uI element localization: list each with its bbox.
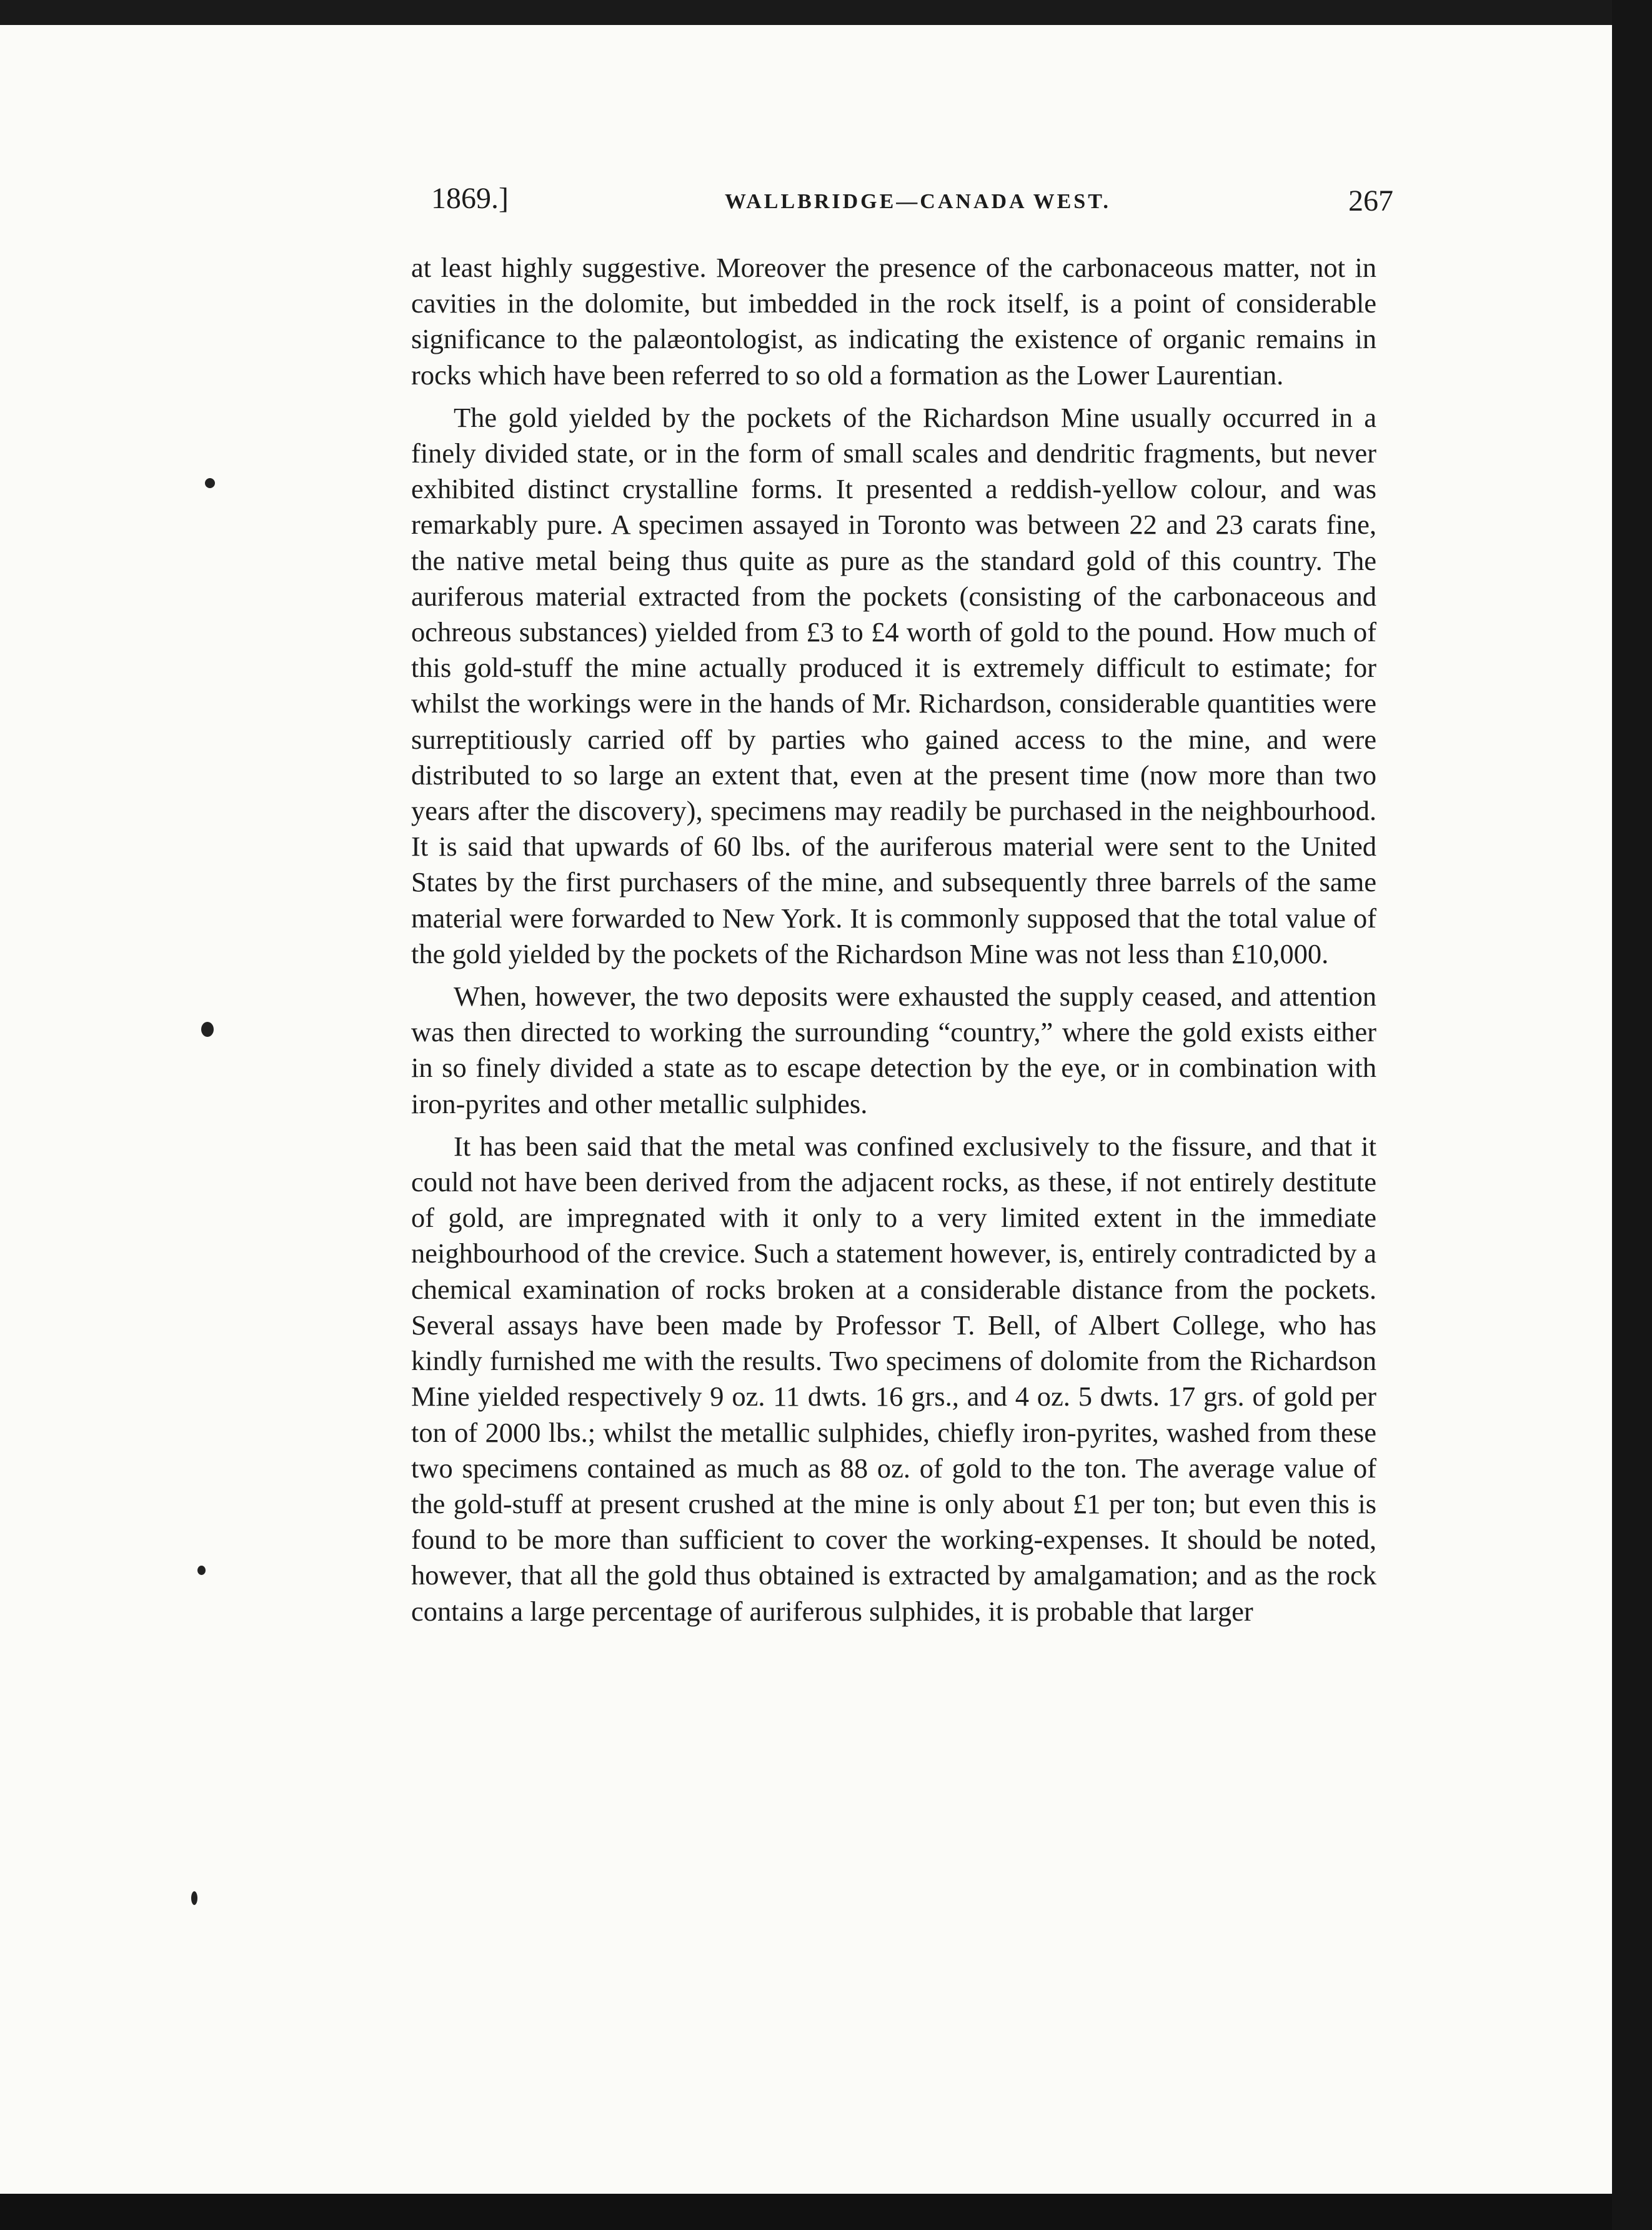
margin-dot bbox=[197, 1566, 206, 1575]
running-head bbox=[431, 181, 1393, 231]
paragraph-4: It has been said that the metal was confined exclusively to the fissure, and that it could not have been derived from the adjacent rocks, as these, if not entirely destitute of gold, are impregnated with it only to a very limited extent in the immediate neighbourhood of the crevice. Such a statement however, is, entirely contradicted by a chemical examination of rocks broken at a considerable distance from the pockets. Several assays have been made by Professor T. Bell, of Albert College, who has kindly furnished me with the results. Two specimens of dolomite from the Richardson Mine yielded respectively 9 oz. 11 dwts. 16 grs., and 4 oz. 5 dwts. 17 grs. of gold per ton of 2000 lbs.; whilst the metallic sulphides, chiefly iron-pyrites, washed from these two specimens contained as much as 88 oz. of gold to the ton. The average value of the gold-stuff at present crushed at the mine is only about £1 per ton; but even this is found to be more than sufficient to cover the working-expenses. It should be noted, however, that all the gold thus obtained is extracted by amalgamation; and as the rock contains a large percentage of auriferous sulphides, it is probable that larger bbox=[411, 1130, 1376, 1627]
paragraph-3: When, however, the two deposits were exhausted the supply ceased, and attention was then directed to working the surrounding “country,” where the gold exists either in so finely divided a state as to escape detection by the eye, or in combination with iron-pyrites and other metallic sulphides. bbox=[411, 981, 1376, 1119]
paragraph-1: at least highly suggestive. Moreover the presence of the carbonaceous matter, not in cavities in the dolomite, but imbedded in the rock itself, is a point of considerable significance to the palæontologist, as indicating the existence of organic remains in rocks which have been referred to so old a formation as the Lower Laurentian. bbox=[411, 252, 1376, 391]
scan-edge-right bbox=[1612, 0, 1652, 2230]
margin-dot bbox=[201, 1022, 214, 1037]
paragraph-2: The gold yielded by the pockets of the Richardson Mine usually occurred in a finely divided state, or in the form of small scales and dendritic fragments, but never exhibited distinct crystalline forms. It presented a reddish-yellow colour, and was remarkably pure. A specimen assayed in Toronto was between 22 and 23 carats fine, the native metal being thus quite as pure as the standard gold of this country. The auriferous material extracted from the pockets (consisting of the carbonaceous and ochreous substances) yielded from £3 to £4 worth of gold to the pound. How much of this gold-stuff the mine actually produced it is extremely difficult to estimate; for whilst the workings were in the hands of Mr. Richardson, considerable quantities were surreptitiously carried off by parties who gained access to the mine, and were distributed to so large an extent that, even at the present time (now more than two years after the discovery), specimens may readily be purchased in the neighbourhood. It is said that upwards of 60 lbs. of the auriferous material were sent to the United States by the first purchasers of the mine, and subsequently three barrels of the same material were forwarded to New York. It is commonly supposed that the total value of the gold yielded by the pockets of the Richardson Mine was not less than £10,000. bbox=[411, 401, 1376, 969]
page-number: 267 bbox=[1348, 184, 1393, 218]
margin-dot bbox=[191, 1891, 197, 1905]
body-text bbox=[411, 250, 1376, 1636]
margin-dot bbox=[205, 478, 215, 488]
header-year: 1869.] bbox=[431, 182, 509, 215]
header-title: WALLBRIDGE—CANADA WEST. bbox=[725, 190, 1111, 213]
